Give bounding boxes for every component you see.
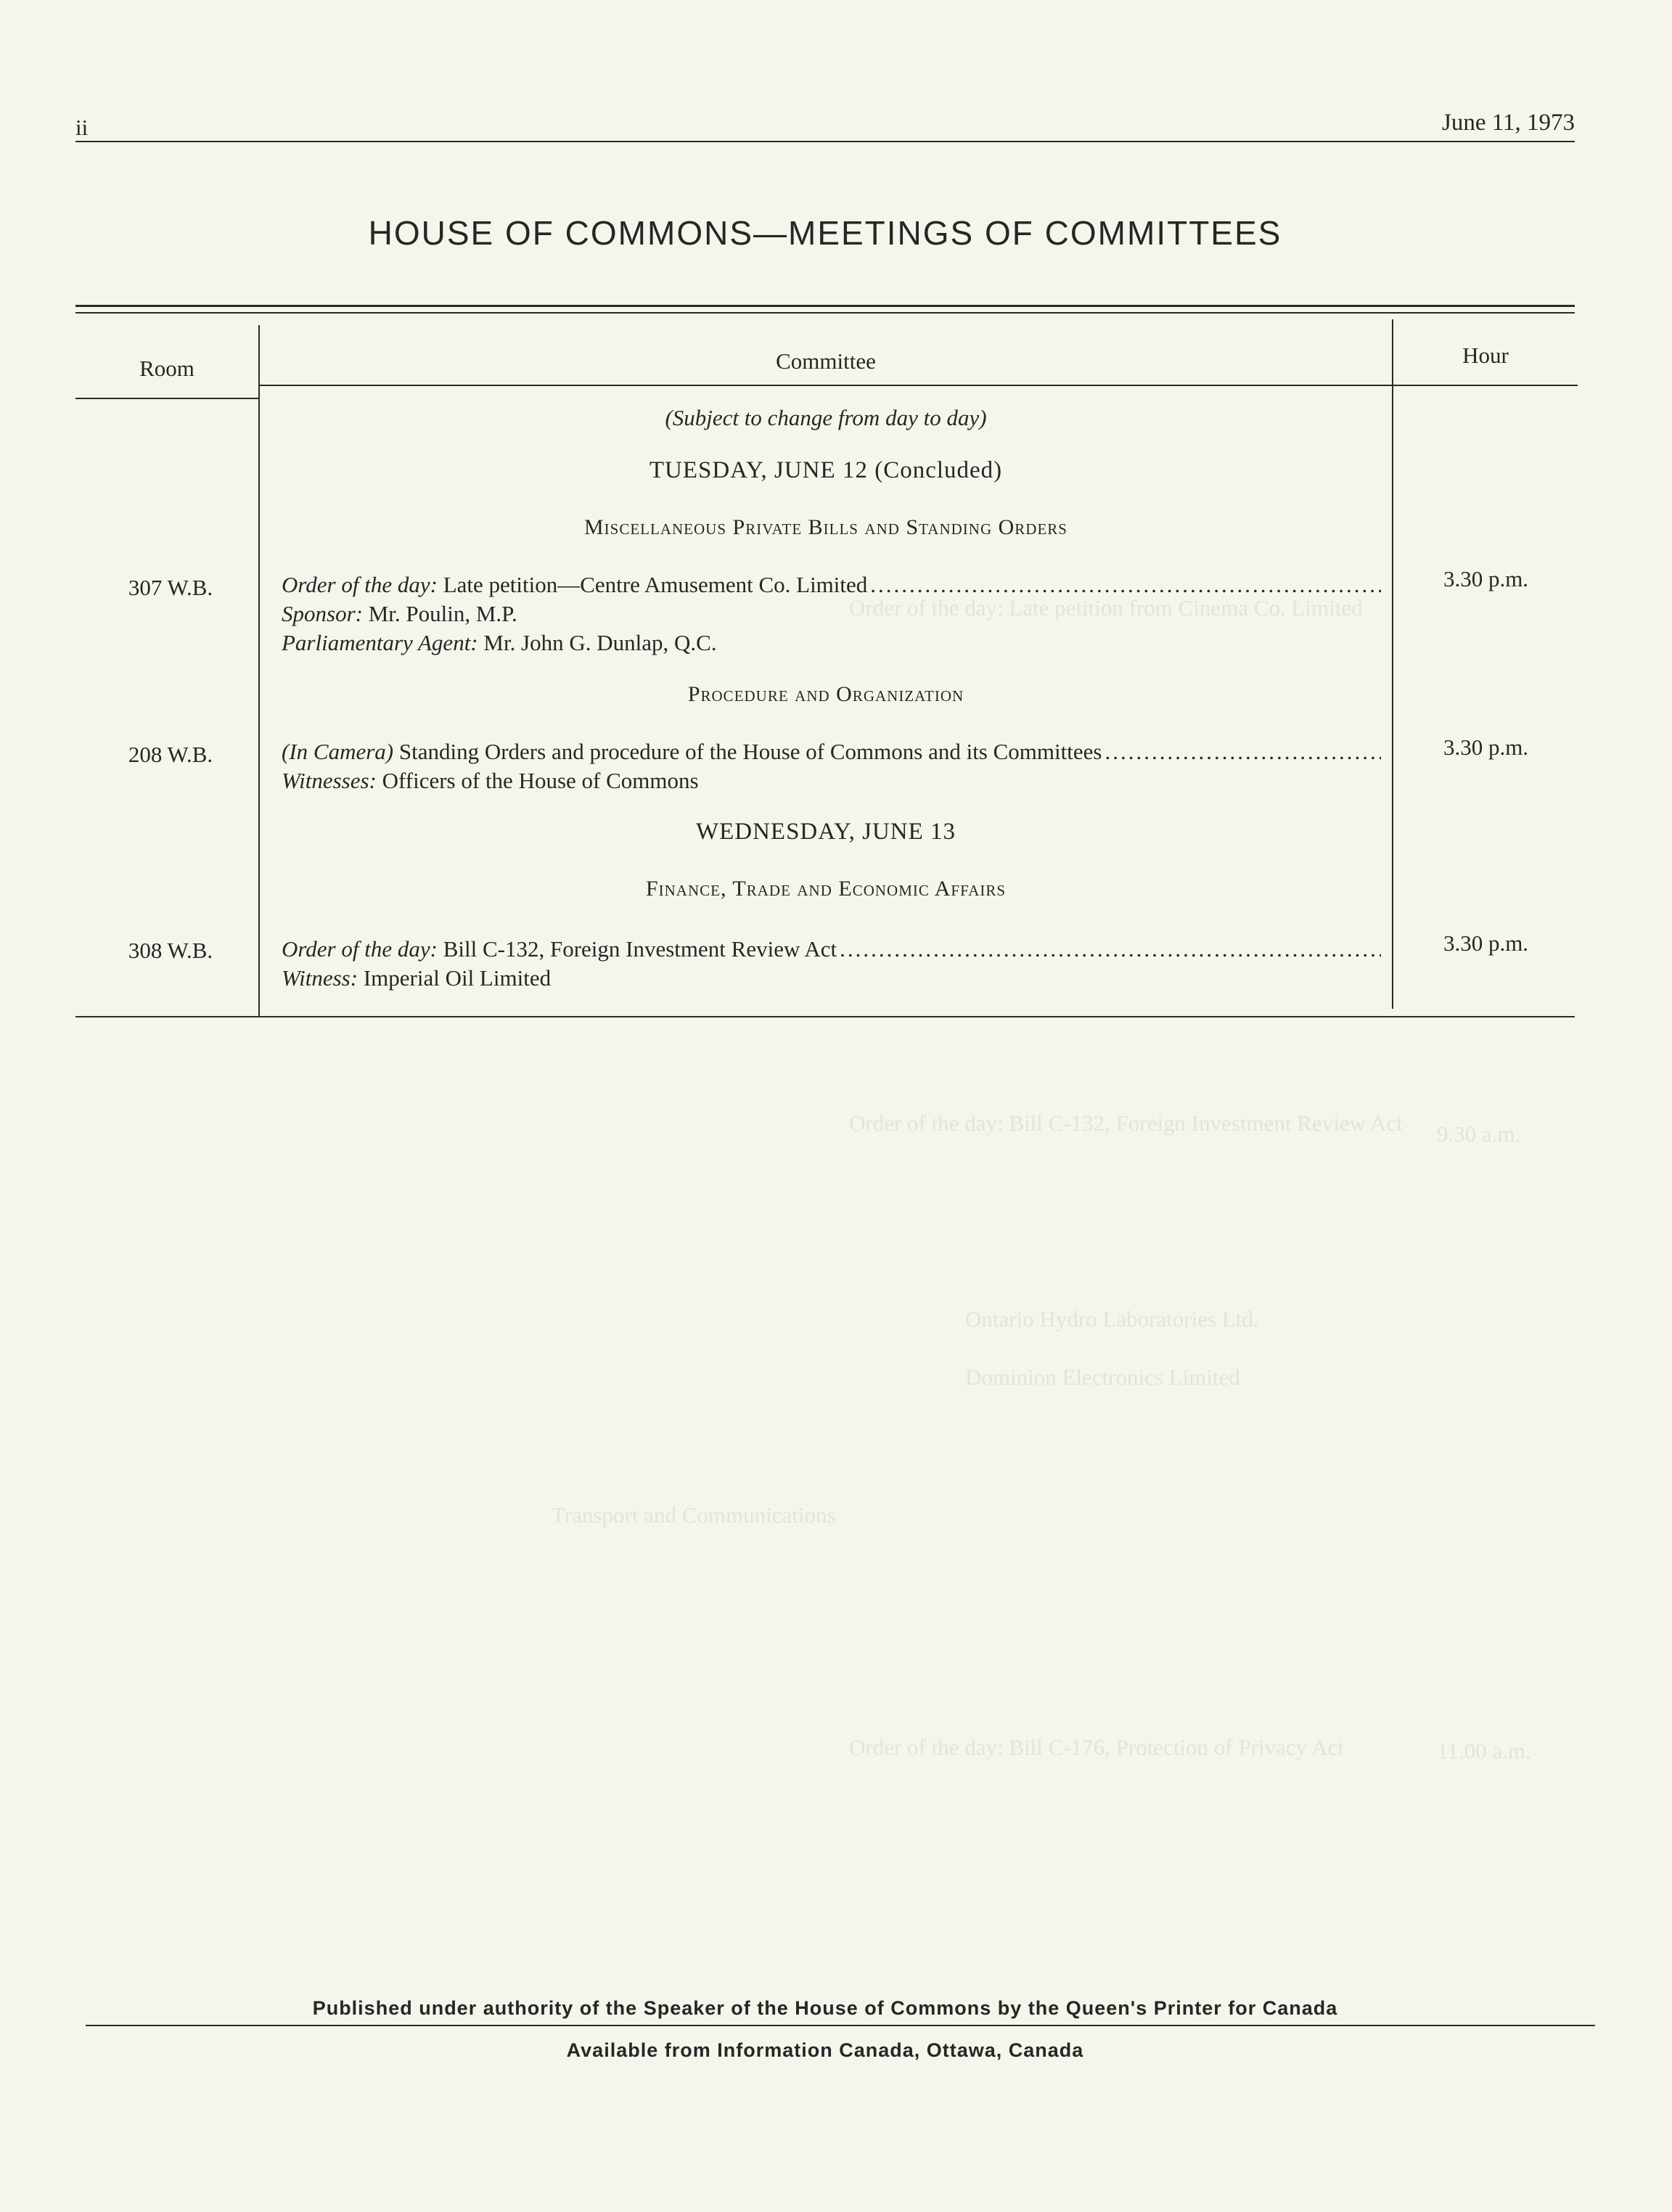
column-header-room: Room [139,356,194,381]
committee-heading: Finance, Trade and Economic Affairs [645,877,1007,901]
committee-entry [282,737,1381,795]
column-header-committee: Committee [776,348,876,374]
column-header-hour: Hour [1462,343,1509,368]
header-rule [75,141,1575,142]
header-bottom-rule [1393,385,1578,386]
committee-entry [282,935,1381,993]
room-cell: 307 W.B. [128,575,213,600]
hour-cell: 3.30 p.m. [1443,566,1529,591]
sponsor-line: Sponsor: Mr. Poulin, M.P. [282,601,517,626]
room-cell: 208 W.B. [128,742,213,767]
witnesses-line: Witnesses: Officers of the House of Commons [282,768,699,793]
agent-line: Parliamentary Agent: Mr. John G. Dunlap, Q.C. [282,630,717,655]
day-heading: TUESDAY, JUNE 12 (Concluded) [649,457,1003,483]
table-bottom-rule [75,1016,1575,1017]
order-line: (In Camera) Standing Orders and procedure of the House of Commons and its Committees ..... [282,737,1381,766]
availability-note: Available from Information Canada, Ottawa, Canada [566,2039,1084,2061]
page-number: ii [75,115,89,140]
table-subtitle: (Subject to change from day to day) [665,405,987,430]
page-title: HOUSE OF COMMONS—MEETINGS OF COMMITTEES [368,214,1282,252]
column-divider [1392,319,1393,1009]
committee-heading: Procedure and Organization [687,682,964,706]
publication-authority: Published under authority of the Speaker of the House of Commons by the Queen's Printer for Canada [312,1997,1338,2019]
witness-line: Witness: Imperial Oil Limited [282,965,552,991]
committee-entry [282,570,1381,658]
header-bottom-rule [75,398,258,399]
footer-rule [86,2025,1595,2026]
order-line: Order of the day: Late petition—Centre Amusement Co. Limited ..... [282,570,1381,599]
hour-cell: 3.30 p.m. [1443,930,1529,956]
page-date: June 11, 1973 [1441,110,1575,136]
committee-heading: Miscellaneous Private Bills and Standing Orders [584,515,1067,539]
room-cell: 308 W.B. [128,938,213,963]
table-top-rule-inner [75,312,1575,314]
order-line: Order of the day: Bill C-132, Foreign Investment Review Act ..... [282,935,1381,964]
day-heading: WEDNESDAY, JUNE 13 [695,819,956,845]
header-bottom-rule [260,385,1392,386]
table-top-rule [75,305,1575,307]
hour-cell: 3.30 p.m. [1443,734,1529,760]
